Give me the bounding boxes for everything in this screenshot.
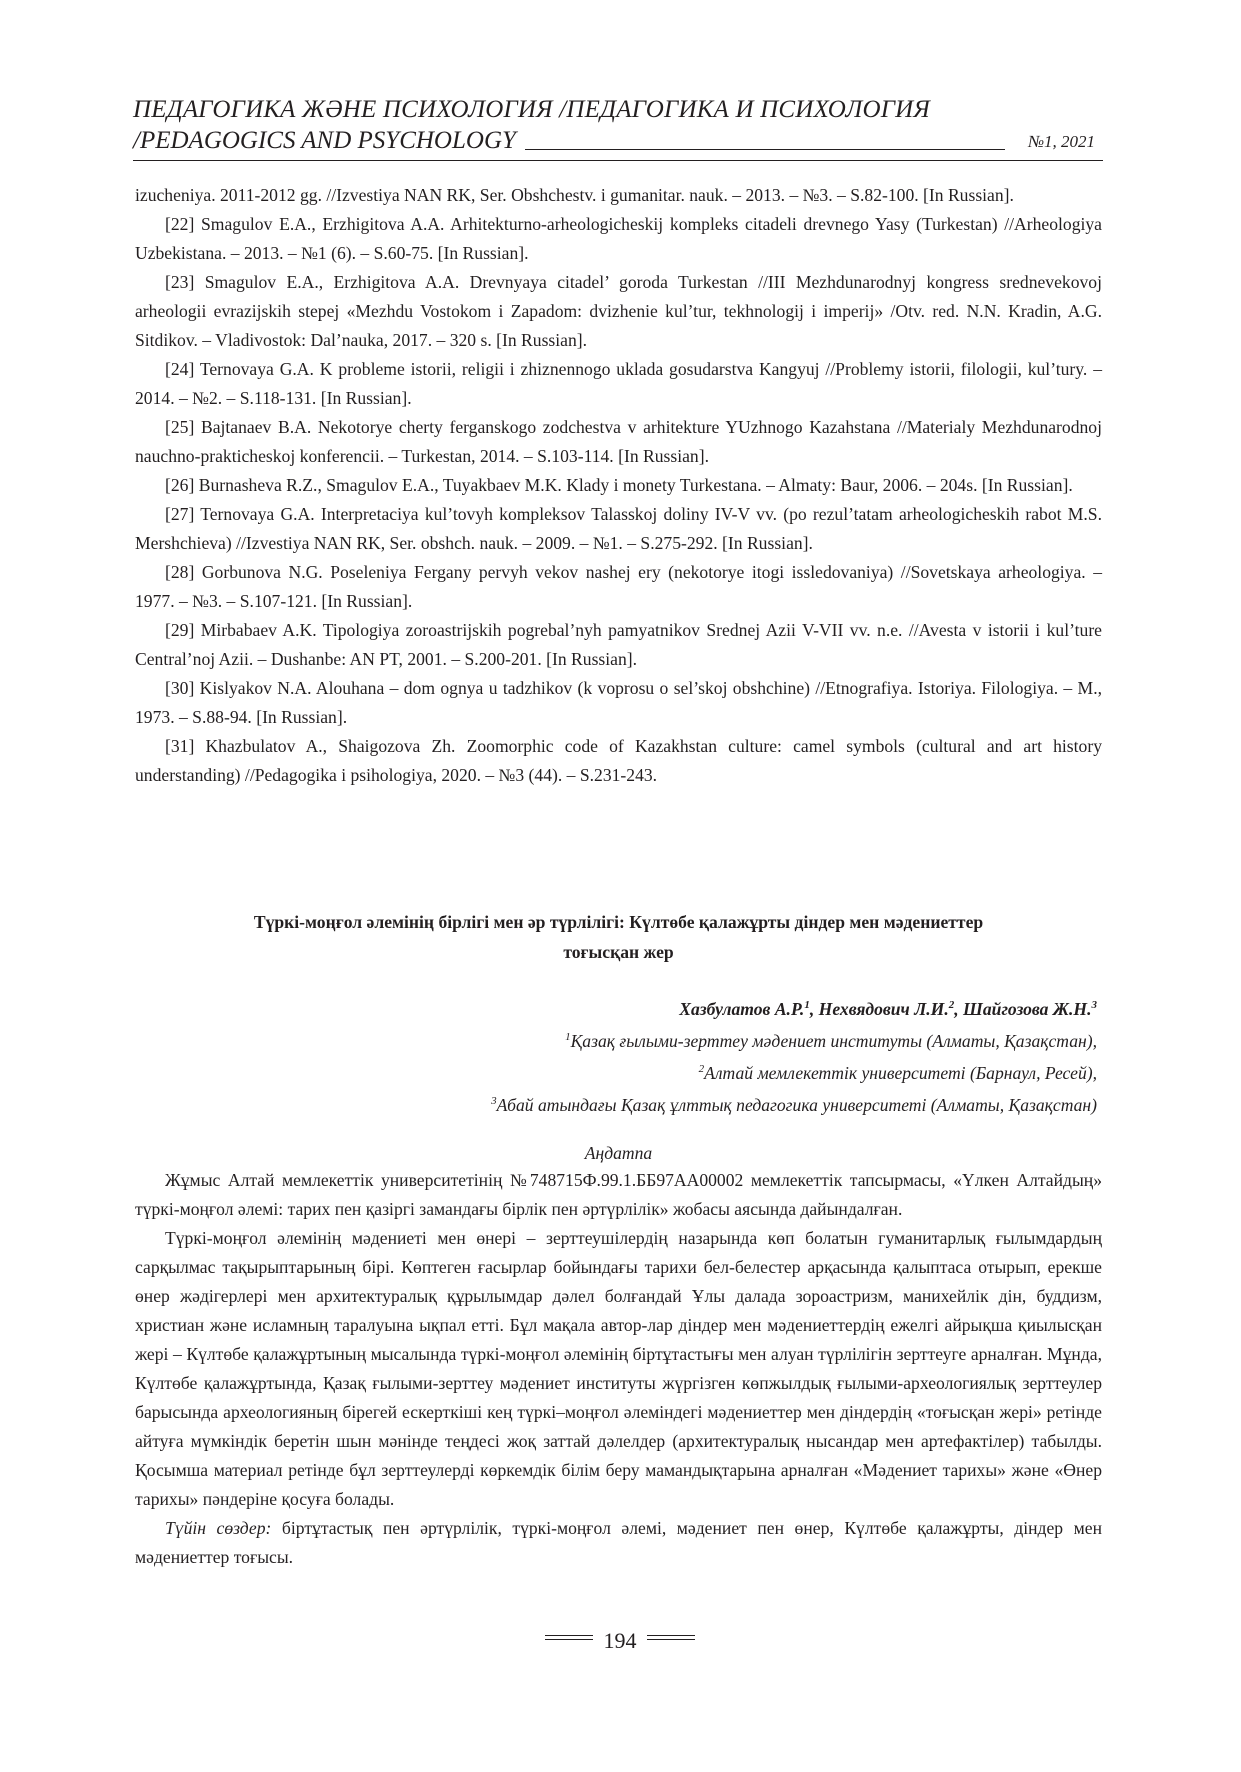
journal-title-line2: /PEDAGOGICS AND PSYCHOLOGY	[133, 127, 516, 154]
author-block	[135, 991, 1097, 1118]
affiliation-sup: 1	[565, 1030, 571, 1043]
abstract-heading: Аңдатпа	[584, 1143, 653, 1163]
article-title	[135, 907, 1102, 967]
page-number: 194	[603, 1628, 637, 1653]
affiliation-sup: 3	[491, 1094, 497, 1107]
affiliation	[135, 1087, 1097, 1119]
abstract-paragraph: Жұмыс Алтай мемлекеттік университетінің №748715Ф.99.1.ББ97АА00002 мемлекеттік тапсырмасы, «Үлкен Алтайдың» түркі-моңғол әлемі: тарих пен қазіргі замандағы бірлік пен әртүрлілік» жобасы аясында дайындалған.	[135, 1170, 1102, 1219]
author-names	[135, 991, 1097, 1023]
reference-item: [25] Bajtanaev B.A. Nekotorye cherty ferganskogo zodchestva v arhitekture YUzhnogo Kazahstana //Materialy Mezhdunarodnoj nauchno-prakticheskoj konferencii. – Turkestan, 2014. – S.103-114. [In Russian].	[135, 417, 1102, 466]
keywords-label: Түйін сөздер:	[165, 1518, 272, 1538]
header-rule	[525, 149, 1005, 150]
journal-title-line1: ПЕДАГОГИКА ЖӘНЕ ПСИХОЛОГИЯ /ПЕДАГОГИКА И ПСИХОЛОГИЯ	[133, 96, 931, 123]
keywords	[135, 1514, 1102, 1572]
author-3: , Шайгозова Ж.Н.	[954, 998, 1092, 1019]
affiliation-text: Алтай мемлекеттік университеті (Барнаул, Ресей),	[704, 1062, 1097, 1083]
reference-item: izucheniya. 2011-2012 gg. //Izvestiya NAN RK, Ser. Obshchestv. i gumanitar. nauk. – 2013. – №3. – S.82-100. [In Russian].	[135, 185, 1014, 205]
reference-item: [29] Mirbabaev A.K. Tipologiya zoroastrijskih pogrebal’nyh pamyatnikov Srednej Azii V-VII vv. n.e. //Avesta v istorii i kul’ture Central’noj Azii. – Dushanbe: AN PT, 2001. – S.200-201. [In Russian].	[135, 620, 1102, 669]
abstract-body	[135, 1166, 1102, 1572]
reference-item: [30] Kislyakov N.A. Alouhana – dom ognya u tadzhikov (k voprosu o sel’skoj obshchine) //Etnografiya. Istoriya. Filologiya. – M., 1973. – S.88-94. [In Russian].	[135, 678, 1102, 727]
page-footer	[545, 1626, 695, 1656]
author-2-sup: 2	[948, 999, 955, 1011]
author-1-sup: 1	[804, 999, 810, 1011]
author-2: , Нехвядович Л.И.	[809, 998, 949, 1019]
affiliation	[135, 1023, 1097, 1055]
references-list	[135, 181, 1102, 790]
keywords-text: біртұтастық пен әртүрлілік, түркі-моңғол әлемі, мәдениет пен өнер, Күлтөбе қалажұрты, діндер мен мәдениеттер тоғысы.	[135, 1518, 1102, 1567]
reference-item: [27] Ternovaya G.A. Interpretaciya kul’tovyh kompleksov Talasskoj doliny IV-V vv. (po rezul’tatam arheologicheskih rabot M.S. Mershchieva) //Izvestiya NAN RK, Ser. obshch. nauk. – 2009. – №1. – S.275-292. [In Russian].	[135, 504, 1102, 553]
footer-ornament-right	[647, 1635, 695, 1640]
reference-item: [28] Gorbunova N.G. Poseleniya Fergany pervyh vekov nashej ery (nekotorye itogi issledovaniya) //Sovetskaya arheologiya. – 1977. – №3. – S.107-121. [In Russian].	[135, 562, 1102, 611]
reference-item: [31] Khazbulatov A., Shaigozova Zh. Zoomorphic code of Kazakhstan culture: camel symbols (cultural and art history understanding) //Pedagogika i psihologiya, 2020. – №3 (44). – S.231-243.	[135, 736, 1102, 785]
author-3-sup: 3	[1091, 999, 1097, 1011]
affiliation-sup: 2	[698, 1062, 705, 1075]
journal-header	[133, 94, 1103, 156]
issue-number: №1, 2021	[1027, 132, 1095, 151]
reference-item: [23] Smagulov E.A., Erzhigitova A.A. Drevnyaya citadel’ goroda Turkestan //III Mezhdunarodnyj kongress srednevekovoj arheologii evrazijskih stepej «Mezhdu Vostokom i Zapadom: dvizhenie kul’tur, tekhnologij i imperij» /Otv. red. N.N. Kradin, A.G. Sitdikov. – Vladivostok: Dal’nauka, 2017. – 320 s. [In Russian].	[135, 272, 1102, 350]
reference-item: [22] Smagulov E.A., Erzhigitova A.A. Arhitekturno-arheologicheskij kompleks citadeli drevnego Yasy (Turkestan) //Arheologiya Uzbekistana. – 2013. – №1 (6). – S.60-75. [In Russian].	[135, 214, 1102, 263]
affiliation-text: Қазақ ғылыми-зерттеу мәдениет институты (Алматы, Қазақстан),	[570, 1030, 1097, 1051]
affiliation	[135, 1055, 1097, 1087]
reference-item: [26] Burnasheva R.Z., Smagulov E.A., Tuyakbaev M.K. Klady i monety Turkestana. – Almaty: Baur, 2006. – 204s. [In Russian].	[165, 475, 1073, 495]
author-1: Хазбулатов А.Р.	[679, 998, 805, 1019]
header-divider	[133, 160, 1103, 161]
article-title-line1: Түркі-моңғол әлемінің бірлігі мен әр түрлілігі: Күлтөбе қалажұрты діндер мен мәдениеттер	[253, 912, 984, 932]
abstract-paragraph: Түркі-моңғол әлемінің мәдениеті мен өнері – зерттеушілердің назарында көп болатын гуманитарлық ғылымдардың сарқылмас тақырыптарының бірі. Көптеген ғасырлар бойындағы тарихи бел-белестер арқасында қалыптаса отырып, ерекше өнер жәдігерлері мен архитектуралық құрылымдар дәлел болғандай Ұлы далада зороастризм, манихейлік дін, буддизм, христиан және исламның таралуына ықпал етті. Бұл мақала автор-лар діндер мен мәдениеттердің ежелгі айрықша қиылысқан жері – Күлтөбе қалажұртының мысалында түркі-моңғол әлемінің біртұтастығы мен алуан түрлілігін зерттеуге арналған. Мұнда, Күлтөбе қалажұртында, Қазақ ғылыми-зерттеу мәдениет институты жүргізген көпжылдық ғылыми-археологиялық зерттеулер барысында археологияның бірегей ескерткіші кең түркі–моңғол әлеміндегі мәдениеттер мен діндердің «тоғысқан жері» ретінде айтуға мүмкіндік беретін шын мәнінде теңдесі жоқ заттай дәлелдер (архитектуралық нысандар мен артефактілер) табылды. Қосымша материал ретінде бұл зерттеулерді көркемдік білім беру мамандықтарына арналған «Мәдениет тарихы» және «Өнер тарихы» пәндеріне қосуға болады.	[135, 1228, 1102, 1509]
journal-title-line2-row	[133, 126, 1103, 156]
affiliation-text: Абай атындағы Қазақ ұлттық педагогика университеті (Алматы, Қазақстан)	[496, 1094, 1097, 1115]
article-title-line2: тоғысқан жер	[563, 942, 674, 962]
reference-item: [24] Ternovaya G.A. K probleme istorii, religii i zhiznennogo uklada gosudarstva Kangyuj //Problemy istorii, filologii, kul’tury. – 2014. – №2. – S.118-131. [In Russian].	[135, 359, 1102, 408]
